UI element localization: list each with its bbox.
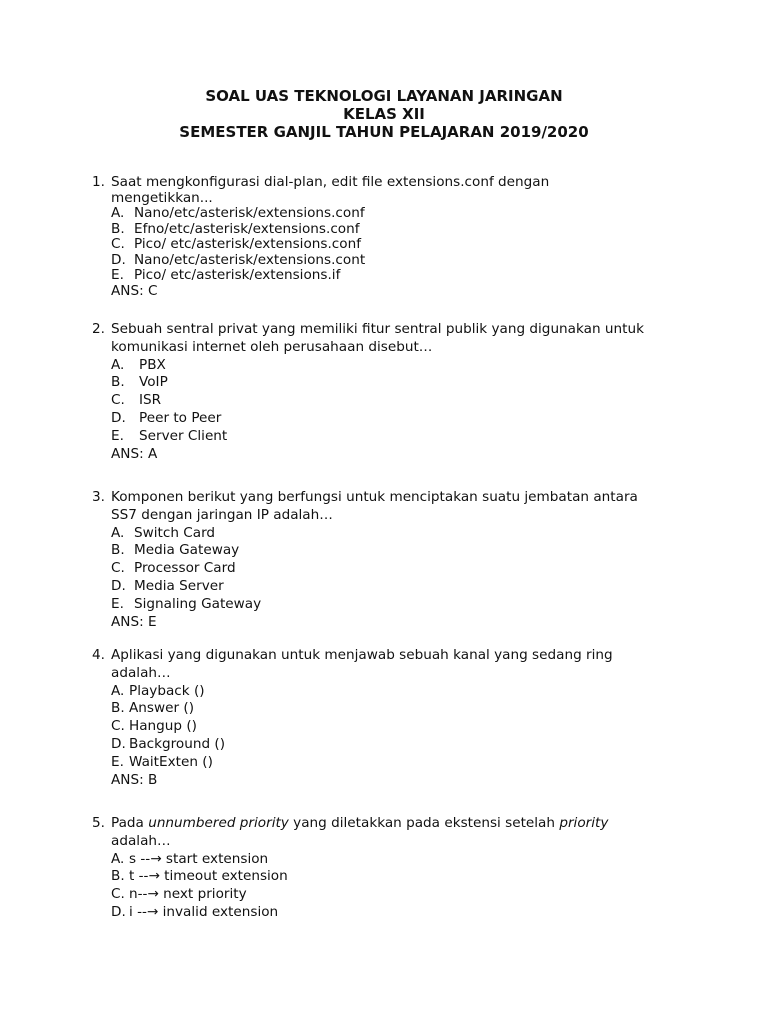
option-letter: B. [111, 220, 125, 237]
option-a [111, 525, 682, 543]
option-d [111, 253, 682, 269]
option-letter: C. [111, 718, 125, 735]
question-3 [92, 489, 682, 631]
option-text: Playback () [129, 682, 205, 699]
options-list [92, 357, 682, 446]
option-c [111, 237, 682, 253]
question-stem [92, 647, 682, 683]
stem-line: Saat mengkonfigurasi dial-plan, edit file extensions.conf dengan [111, 174, 550, 190]
option-text: Hangup () [129, 718, 197, 735]
option-c [111, 718, 682, 736]
question-2 [92, 321, 682, 463]
option-text: Signaling Gateway [134, 595, 262, 612]
question-4 [92, 647, 682, 789]
stem-line: SS7 dengan jaringan IP adalah… [111, 506, 333, 523]
option-letter: A. [111, 524, 125, 541]
option-text: Answer () [129, 700, 194, 717]
option-text: Efno/etc/asterisk/extensions.conf [134, 220, 360, 237]
stem-text: yang diletakkan pada ekstensi setelah [288, 815, 560, 831]
option-text: VoIP [139, 374, 168, 391]
option-text: Pico/ etc/asterisk/extensions.if [134, 267, 341, 284]
option-text: Pico/ etc/asterisk/extensions.conf [134, 236, 361, 253]
stem-line: adalah… [111, 832, 171, 849]
option-letter: D. [111, 735, 126, 752]
option-letter: E. [111, 595, 124, 612]
option-b [111, 374, 682, 392]
option-letter: A. [111, 850, 125, 867]
option-text: Media Server [134, 577, 224, 594]
option-letter: B. [111, 542, 125, 559]
option-text: i --→ invalid extension [129, 903, 279, 920]
stem-line: komunikasi internet oleh perusahaan disebut… [111, 338, 433, 355]
stem-italic-text: priority [559, 815, 609, 831]
option-letter: B. [111, 868, 125, 885]
option-e [111, 596, 682, 614]
answer-key: ANS: B [111, 771, 158, 788]
question-number: 5. [92, 815, 105, 831]
option-letter: D. [111, 577, 126, 594]
option-e [111, 754, 682, 772]
option-c [111, 560, 682, 578]
options-list [92, 683, 682, 772]
question-number: 1. [92, 174, 105, 190]
option-e [111, 428, 682, 446]
option-text: ISR [139, 392, 162, 409]
option-letter: D. [111, 409, 126, 426]
question-number: 2. [92, 321, 105, 337]
options-list [92, 206, 682, 284]
question-1 [92, 174, 682, 300]
option-letter: C. [111, 560, 125, 577]
options-list [92, 851, 682, 922]
question-stem [92, 489, 682, 525]
option-a [111, 357, 682, 375]
option-c [111, 392, 682, 410]
question-stem [92, 174, 682, 206]
option-d [111, 410, 682, 428]
option-letter: C. [111, 886, 125, 903]
option-c [111, 886, 682, 904]
option-text: Server Client [139, 427, 228, 444]
question-number: 3. [92, 489, 105, 505]
option-letter: A. [111, 356, 125, 373]
option-d [111, 904, 682, 922]
option-text: t --→ timeout extension [129, 868, 288, 885]
option-e [111, 268, 682, 284]
stem-line: Sebuah sentral privat yang memiliki fitur sentral publik yang digunakan untuk [111, 321, 644, 337]
option-letter: C. [111, 392, 125, 409]
option-letter: E. [111, 427, 124, 444]
stem-line: Komponen berikut yang berfungsi untuk menciptakan suatu jembatan antara [111, 489, 638, 505]
option-letter: B. [111, 374, 125, 391]
option-text: PBX [139, 356, 166, 373]
option-a [111, 851, 682, 869]
option-a [111, 206, 682, 222]
option-text: Peer to Peer [139, 409, 222, 426]
option-letter: C. [111, 236, 125, 253]
title-line-1: SOAL UAS TEKNOLOGI LAYANAN JARINGAN [205, 87, 563, 105]
answer-key: ANS: C [111, 282, 158, 299]
stem-italic-text: unnumbered priority [148, 815, 289, 831]
option-b [111, 542, 682, 560]
option-d [111, 736, 682, 754]
question-stem [92, 321, 682, 357]
question-stem [92, 815, 682, 851]
option-text: Nano/etc/asterisk/extensions.conf [134, 205, 365, 221]
answer-key: ANS: E [111, 613, 157, 630]
option-letter: D. [111, 251, 126, 268]
option-b [111, 868, 682, 886]
stem-line: adalah… [111, 664, 171, 681]
option-letter: A. [111, 682, 125, 699]
option-text: WaitExten () [129, 753, 213, 770]
option-d [111, 578, 682, 596]
options-list [92, 525, 682, 614]
stem-line [111, 815, 682, 833]
title-line-3: SEMESTER GANJIL TAHUN PELAJARAN 2019/2020 [179, 123, 589, 141]
option-a [111, 683, 682, 701]
option-text: Background () [129, 735, 226, 752]
question-5 [92, 815, 682, 922]
stem-line: Aplikasi yang digunakan untuk menjawab sebuah kanal yang sedang ring [111, 647, 613, 663]
question-number: 4. [92, 647, 105, 663]
option-b [111, 700, 682, 718]
option-letter: E. [111, 753, 124, 770]
document-title [0, 87, 768, 141]
option-text: Nano/etc/asterisk/extensions.cont [134, 251, 366, 268]
option-text: s --→ start extension [129, 850, 269, 867]
option-text: Switch Card [134, 524, 216, 541]
option-letter: E. [111, 267, 124, 284]
stem-text: Pada [111, 815, 149, 831]
title-line-2: KELAS XII [343, 105, 425, 123]
stem-line: mengetikkan... [111, 190, 213, 206]
option-text: Processor Card [134, 560, 236, 577]
option-letter: B. [111, 700, 125, 717]
option-letter: D. [111, 903, 126, 920]
option-letter: A. [111, 205, 125, 221]
option-b [111, 222, 682, 238]
option-text: n--→ next priority [129, 886, 247, 903]
answer-key: ANS: A [111, 445, 158, 462]
option-text: Media Gateway [134, 542, 240, 559]
